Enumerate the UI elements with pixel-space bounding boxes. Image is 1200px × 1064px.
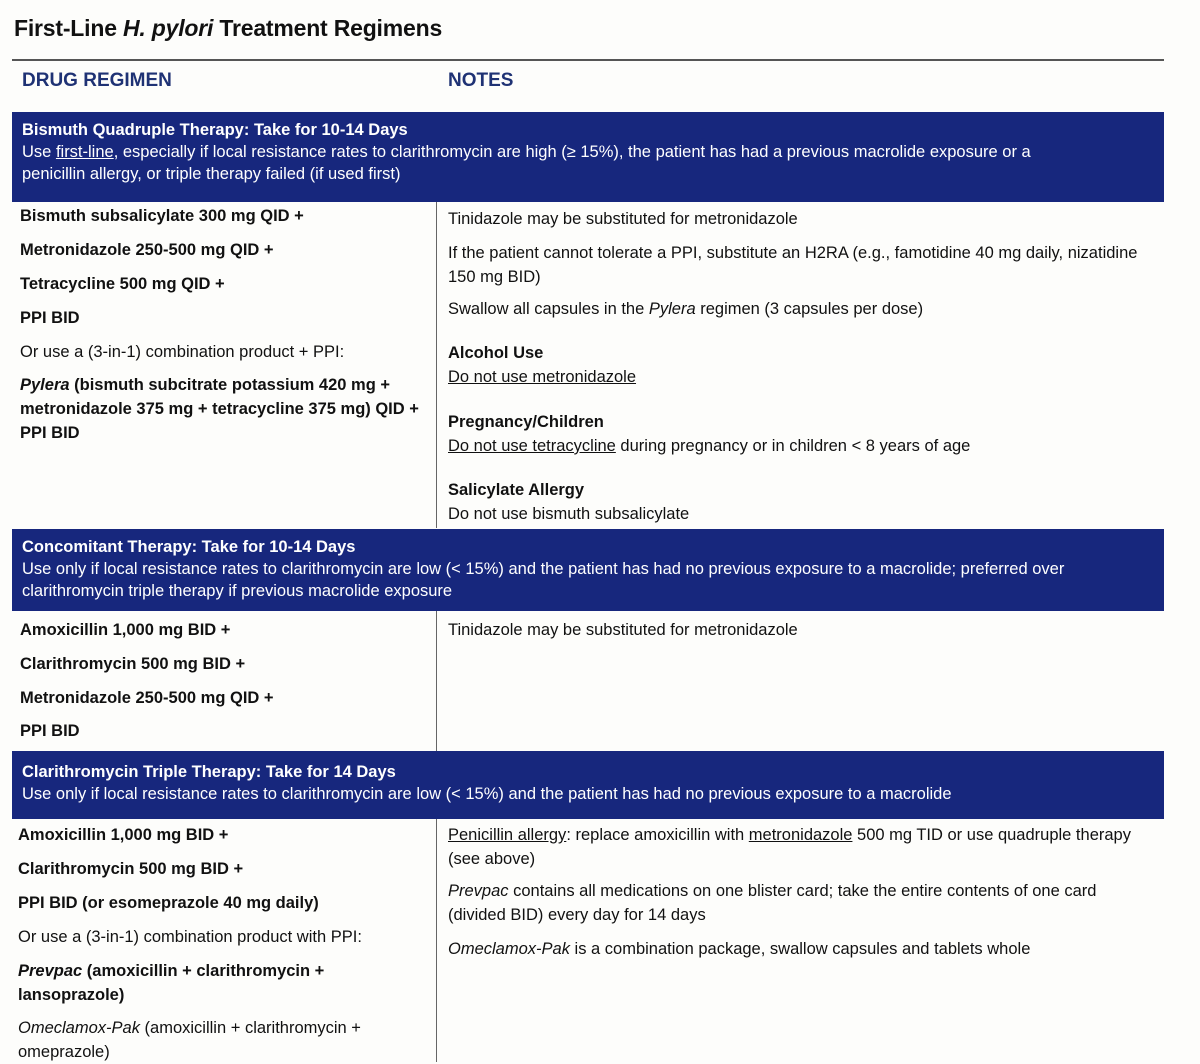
- note-pregnancy: Do not use tetracycline during pregnancy or in children < 8 years of age: [448, 437, 971, 455]
- note-heading-pregnancy: Pregnancy/Children: [448, 413, 604, 431]
- drug-item: Amoxicillin 1,000 mg BID +: [18, 826, 229, 844]
- note-salicylate: Do not use bismuth subsalicylate: [448, 505, 690, 523]
- section-subtitle: Use first-line, especially if local resistance rates to clarithromycin are high (≥ 15%), the patient has had a previous macrolide exposure or a: [22, 143, 1031, 161]
- note-prevpac: Prevpac contains all medications on one blister card; take the entire contents of one card (divided BID) every day for 14 days: [448, 882, 1097, 924]
- note-item: Tinidazole may be substituted for metronidazole: [448, 210, 798, 228]
- note-heading-alcohol: Alcohol Use: [448, 344, 544, 362]
- section-subtitle-line2: penicillin allergy, or triple therapy failed (if used first): [22, 165, 401, 183]
- section-subtitle: Use only if local resistance rates to clarithromycin are low (< 15%) and the patient has had no previous exposure to a macrolide; preferred over: [22, 560, 1065, 578]
- section-title: Bismuth Quadruple Therapy: Take for 10-14 Days: [22, 121, 408, 139]
- page-title: First-Line H. pylori Treatment Regimens: [14, 15, 443, 41]
- drug-item: PPI BID: [20, 309, 80, 327]
- combo-intro: Or use a (3-in-1) combination product with PPI:: [18, 928, 362, 946]
- column-divider: [436, 819, 437, 1062]
- drug-item: PPI BID (or esomeprazole 40 mg daily): [18, 894, 319, 912]
- note-omeclamox: Omeclamox-Pak is a combination package, swallow capsules and tablets whole: [448, 940, 1031, 958]
- section-subtitle-line2: clarithromycin triple therapy if previous macrolide exposure: [22, 582, 453, 600]
- combo-product-omeclamox: Omeclamox-Pak (amoxicillin + clarithromycin + omeprazole): [18, 1019, 361, 1061]
- column-divider: [436, 202, 437, 528]
- drug-item: Tetracycline 500 mg QID +: [20, 275, 225, 293]
- section-subtitle: Use only if local resistance rates to clarithromycin are low (< 15%) and the patient has had no previous exposure to a macrolide: [22, 785, 952, 803]
- section-header-concomitant: [12, 529, 1164, 611]
- section-title: Concomitant Therapy: Take for 10-14 Days: [22, 538, 356, 556]
- drug-item: Bismuth subsalicylate 300 mg QID +: [20, 207, 304, 225]
- note-heading-salicylate: Salicylate Allergy: [448, 481, 585, 499]
- drug-item: PPI BID: [20, 722, 80, 740]
- combo-product: Pylera (bismuth subcitrate potassium 420 mg + metronidazole 375 mg + tetracycline 375 mg) QID + PPI BID: [20, 376, 419, 442]
- section-title: Clarithromycin Triple Therapy: Take for 14 Days: [22, 763, 396, 781]
- section-header-bismuth: [12, 112, 1164, 202]
- drug-item: Clarithromycin 500 mg BID +: [20, 655, 246, 673]
- combo-intro: Or use a (3-in-1) combination product + PPI:: [20, 343, 345, 361]
- note-item: Tinidazole may be substituted for metronidazole: [448, 621, 798, 639]
- drug-item: Metronidazole 250-500 mg QID +: [20, 689, 274, 707]
- column-header-notes: NOTES: [448, 70, 514, 91]
- column-header-drug: DRUG REGIMEN: [22, 70, 172, 91]
- note-alcohol: Do not use metronidazole: [448, 368, 637, 386]
- section-header-triple: [12, 751, 1164, 819]
- combo-product-prevpac: Prevpac (amoxicillin + clarithromycin + lansoprazole): [18, 962, 325, 1004]
- note-penicillin: Penicillin allergy: replace amoxicillin with metronidazole 500 mg TID or use quadruple therapy (see above): [448, 826, 1131, 868]
- drug-item: Clarithromycin 500 mg BID +: [18, 860, 244, 878]
- note-item: If the patient cannot tolerate a PPI, substitute an H2RA (e.g., famotidine 40 mg daily, nizatidine 150 mg BID): [448, 244, 1138, 286]
- note-item: Swallow all capsules in the Pylera regimen (3 capsules per dose): [448, 300, 924, 318]
- drug-item: Amoxicillin 1,000 mg BID +: [20, 621, 231, 639]
- drug-item: Metronidazole 250-500 mg QID +: [20, 241, 274, 259]
- column-divider: [436, 611, 437, 751]
- title-rule: [12, 59, 1164, 61]
